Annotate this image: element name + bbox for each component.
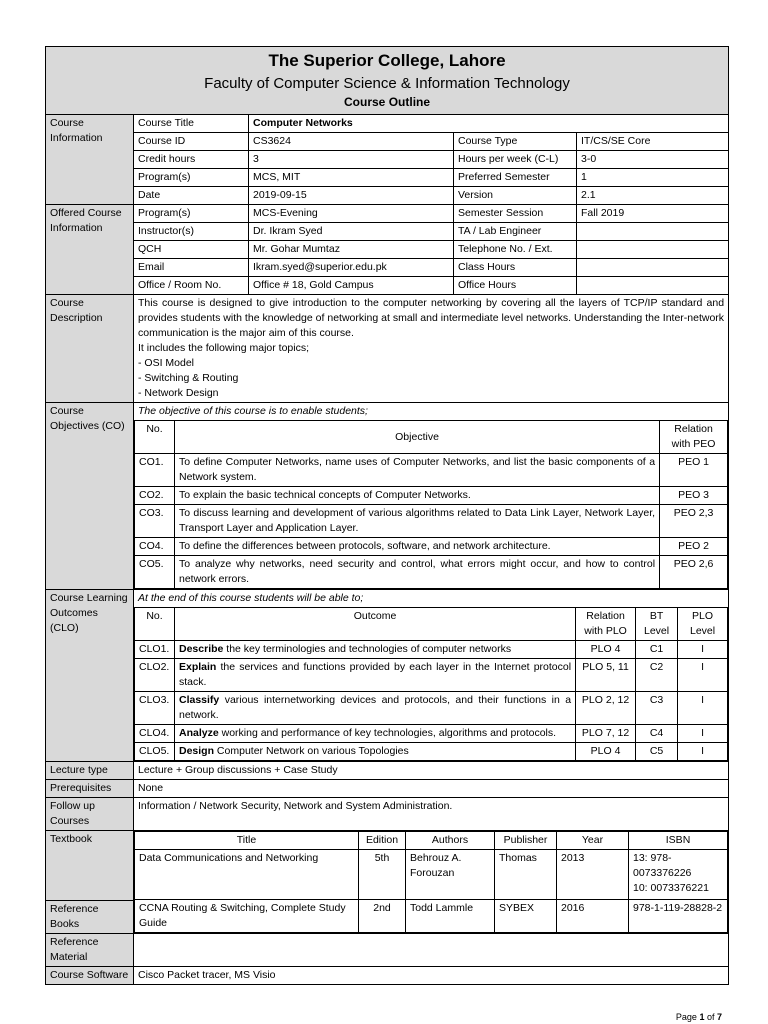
outcome-text: [175, 659, 576, 692]
textbook-publisher: Thomas: [495, 850, 557, 900]
outcome-no: CLO1.: [135, 641, 175, 659]
college-name: The Superior College, Lahore: [268, 51, 506, 70]
ta-key: TA / Lab Engineer: [454, 223, 577, 241]
table-row: [135, 538, 728, 556]
outcome-plo: PLO 7, 12: [576, 725, 636, 743]
col-plo-level: PLO Level: [678, 608, 728, 641]
outcome-level: I: [678, 641, 728, 659]
software-value: Cisco Packet tracer, MS Visio: [134, 967, 729, 985]
prerequisites-row: [46, 780, 729, 798]
course-type-value: IT/CS/SE Core: [577, 133, 729, 151]
description-cell: [134, 295, 729, 403]
outcome-verb: Design: [179, 745, 215, 757]
class-hours-value: [577, 259, 729, 277]
offered-programs-key: Program(s): [134, 205, 249, 223]
follow-up-row: [46, 798, 729, 831]
outcome-no: CLO5.: [135, 743, 175, 761]
outcome-desc: various internetworking devices and protocols, and their functions in a network.: [179, 694, 572, 721]
reference-authors: Todd Lammle: [406, 900, 495, 933]
topic-item: - Switching & Routing: [138, 372, 239, 384]
books-cell: [134, 831, 729, 934]
col-bt-level: BT Level: [636, 608, 678, 641]
hours-per-week-key: Hours per week (C-L): [454, 151, 577, 169]
objectives-header: [135, 421, 728, 454]
course-info-row: [46, 151, 729, 169]
lecture-type-label: Lecture type: [46, 762, 134, 780]
preferred-semester-key: Preferred Semester: [454, 169, 577, 187]
qch-key: QCH: [134, 241, 249, 259]
offered-info-row: [46, 241, 729, 259]
col-title: Title: [135, 832, 359, 850]
reference-title: CCNA Routing & Switching, Complete Study Guide: [135, 900, 359, 933]
textbook-isbn: [629, 850, 728, 900]
outcome-bt: C5: [636, 743, 678, 761]
office-key: Office / Room No.: [134, 277, 249, 295]
objective-peo: PEO 1: [660, 454, 728, 487]
document-title: Course Outline: [344, 95, 431, 109]
topic-item: - Network Design: [138, 387, 219, 399]
objective-no: CO5.: [135, 556, 175, 589]
table-row: [135, 900, 728, 933]
objectives-row: [46, 403, 729, 590]
col-edition: Edition: [359, 832, 406, 850]
semester-session-value: Fall 2019: [577, 205, 729, 223]
date-key: Date: [134, 187, 249, 205]
outcome-plo: PLO 4: [576, 743, 636, 761]
course-type-key: Course Type: [454, 133, 577, 151]
outcome-no: CLO4.: [135, 725, 175, 743]
outcomes-intro: At the end of this course students will be able to;: [138, 592, 364, 604]
col-year: Year: [557, 832, 629, 850]
faculty-name: Faculty of Computer Science & Information Technology: [204, 75, 570, 92]
outcome-plo: PLO 4: [576, 641, 636, 659]
outcome-text: [175, 692, 576, 725]
office-hours-key: Office Hours: [454, 277, 577, 295]
outcome-verb: Describe: [179, 643, 224, 655]
outcome-verb: Analyze: [179, 727, 219, 739]
programs-key: Program(s): [134, 169, 249, 187]
date-value: 2019-09-15: [249, 187, 454, 205]
objective-no: CO1.: [135, 454, 175, 487]
outcome-no: CLO2.: [135, 659, 175, 692]
outcome-level: I: [678, 743, 728, 761]
table-row: [135, 850, 728, 900]
isbn-10: 10: 0073376221: [633, 882, 709, 894]
outcome-level: I: [678, 659, 728, 692]
hours-per-week-value: 3-0: [577, 151, 729, 169]
credit-hours-key: Credit hours: [134, 151, 249, 169]
class-hours-key: Class Hours: [454, 259, 577, 277]
outcome-bt: C3: [636, 692, 678, 725]
objective-no: CO2.: [135, 487, 175, 505]
outcome-text: [175, 743, 576, 761]
outcomes-label: Course Learning Outcomes (CLO): [46, 590, 134, 762]
course-info-row: [46, 133, 729, 151]
software-row: [46, 967, 729, 985]
objective-no: CO4.: [135, 538, 175, 556]
description-row: [46, 295, 729, 403]
col-relation-peo: Relation with PEO: [660, 421, 728, 454]
objectives-table: [134, 420, 728, 589]
objectives-cell: [134, 403, 729, 590]
objective-text: To analyze why networks, need security and control, what errors might occur, and how to control network errors.: [175, 556, 660, 589]
lecture-type-row: [46, 762, 729, 780]
course-info-row: [46, 169, 729, 187]
outcome-level: I: [678, 692, 728, 725]
textbook-label: Textbook: [46, 831, 134, 901]
credit-hours-value: 3: [249, 151, 454, 169]
objective-text: To define Computer Networks, name uses of Computer Networks, and list the basic components of a Network system.: [175, 454, 660, 487]
page-total: 7: [716, 1012, 722, 1022]
reference-edition: 2nd: [359, 900, 406, 933]
objectives-intro: The objective of this course is to enable students;: [138, 405, 368, 417]
version-key: Version: [454, 187, 577, 205]
course-info-row: [46, 115, 729, 133]
textbook-year: 2013: [557, 850, 629, 900]
version-value: 2.1: [577, 187, 729, 205]
table-row: [135, 505, 728, 538]
outcome-bt: C2: [636, 659, 678, 692]
course-id-key: Course ID: [134, 133, 249, 151]
books-header: [135, 832, 728, 850]
outcome-bt: C4: [636, 725, 678, 743]
table-row: [135, 487, 728, 505]
table-row: [135, 659, 728, 692]
textbook-edition: 5th: [359, 850, 406, 900]
prerequisites-value: None: [134, 780, 729, 798]
objective-peo: PEO 2,3: [660, 505, 728, 538]
course-outline-table: [45, 46, 729, 985]
instructor-key: Instructor(s): [134, 223, 249, 241]
outcome-desc: the key terminologies and technologies of computer networks: [223, 643, 512, 655]
office-hours-value: [577, 277, 729, 295]
outcome-plo: PLO 2, 12: [576, 692, 636, 725]
prerequisites-label: Prerequisites: [46, 780, 134, 798]
objective-text: To discuss learning and development of various algorithms related to Data Link Layer, Network Layer, Transport Layer and Application Layer.: [175, 505, 660, 538]
objective-peo: PEO 2: [660, 538, 728, 556]
col-authors: Authors: [406, 832, 495, 850]
offered-info-row: [46, 277, 729, 295]
ta-value: [577, 223, 729, 241]
header-row: [46, 47, 729, 115]
of-word: of: [704, 1012, 717, 1022]
email-key: Email: [134, 259, 249, 277]
reference-books-label: Reference Books: [46, 901, 134, 934]
document-header: [46, 47, 729, 115]
outcome-level: I: [678, 725, 728, 743]
textbook-title: Data Communications and Networking: [135, 850, 359, 900]
outcome-verb: Classify: [179, 694, 220, 706]
telephone-value: [577, 241, 729, 259]
offered-info-label: Offered Course Information: [46, 205, 134, 295]
lecture-type-value: Lecture + Group discussions + Case Study: [134, 762, 729, 780]
outcome-text: [175, 641, 576, 659]
outcome-desc: the services and functions provided by each layer in the Internet protocol stack.: [179, 661, 572, 688]
offered-info-row: [46, 259, 729, 277]
reference-publisher: SYBEX: [495, 900, 557, 933]
reference-material-value: [134, 934, 729, 967]
col-no: No.: [135, 421, 175, 454]
table-row: [135, 641, 728, 659]
col-objective: Objective: [175, 421, 660, 454]
software-label: Course Software: [46, 967, 134, 985]
course-outline-document: [45, 46, 728, 985]
course-info-row: [46, 187, 729, 205]
description-lead: It includes the following major topics;: [138, 342, 309, 354]
objectives-label: Course Objectives (CO): [46, 403, 134, 590]
follow-up-value: Information / Network Security, Network and System Administration.: [134, 798, 729, 831]
outcome-verb: Explain: [179, 661, 217, 673]
qch-value: Mr. Gohar Mumtaz: [249, 241, 454, 259]
reference-material-row: [46, 934, 729, 967]
outcomes-cell: [134, 590, 729, 762]
reference-year: 2016: [557, 900, 629, 933]
objective-text: To define the differences between protocols, software, and network architecture.: [175, 538, 660, 556]
outcome-desc: working and performance of key technologies, algorithms and protocols.: [218, 727, 557, 739]
email-value: Ikram.syed@superior.edu.pk: [249, 259, 454, 277]
preferred-semester-value: 1: [577, 169, 729, 187]
outcome-bt: C1: [636, 641, 678, 659]
outcome-desc: Computer Network on various Topologies: [214, 745, 409, 757]
col-relation-plo: Relation with PLO: [576, 608, 636, 641]
course-title-value: Computer Networks: [249, 115, 729, 133]
objective-peo: PEO 3: [660, 487, 728, 505]
outcomes-row: [46, 590, 729, 762]
topic-item: - OSI Model: [138, 357, 195, 369]
follow-up-label: Follow up Courses: [46, 798, 134, 831]
page-footer: [676, 1012, 722, 1022]
col-isbn: ISBN: [629, 832, 728, 850]
reference-isbn: 978-1-119-28828-2: [629, 900, 728, 933]
objective-no: CO3.: [135, 505, 175, 538]
table-row: [135, 556, 728, 589]
objective-peo: PEO 2,6: [660, 556, 728, 589]
outcomes-table: [134, 607, 728, 761]
office-value: Office # 18, Gold Campus: [249, 277, 454, 295]
table-row: [135, 725, 728, 743]
offered-info-row: [46, 223, 729, 241]
offered-info-row: [46, 205, 729, 223]
textbook-row: [46, 831, 729, 901]
telephone-key: Telephone No. / Ext.: [454, 241, 577, 259]
course-title-key: Course Title: [134, 115, 249, 133]
col-outcome: Outcome: [175, 608, 576, 641]
semester-session-key: Semester Session: [454, 205, 577, 223]
page-word: Page: [675, 1012, 700, 1022]
description-paragraph: This course is designed to give introduction to the computer networking by covering all the layers of TCP/IP standard and provides students with the knowledge of networking at small and intermediate level networks. Understanding the Inter-network communication is the major aim of this course.: [138, 297, 725, 339]
page-number: 1: [699, 1012, 705, 1022]
outcome-no: CLO3.: [135, 692, 175, 725]
outcomes-header: [135, 608, 728, 641]
description-label: Course Description: [46, 295, 134, 403]
outcome-text: [175, 725, 576, 743]
table-row: [135, 692, 728, 725]
table-row: [135, 743, 728, 761]
textbook-authors: Behrouz A. Forouzan: [406, 850, 495, 900]
objective-text: To explain the basic technical concepts of Computer Networks.: [175, 487, 660, 505]
course-id-value: CS3624: [249, 133, 454, 151]
instructor-value: Dr. Ikram Syed: [249, 223, 454, 241]
books-table: [134, 831, 728, 933]
col-publisher: Publisher: [495, 832, 557, 850]
offered-programs-value: MCS-Evening: [249, 205, 454, 223]
isbn-13: 13: 978-0073376226: [633, 852, 692, 879]
col-no: No.: [135, 608, 175, 641]
outcome-plo: PLO 5, 11: [576, 659, 636, 692]
course-info-label: Course Information: [46, 115, 134, 205]
table-row: [135, 454, 728, 487]
programs-value: MCS, MIT: [249, 169, 454, 187]
reference-material-label: Reference Material: [46, 934, 134, 967]
